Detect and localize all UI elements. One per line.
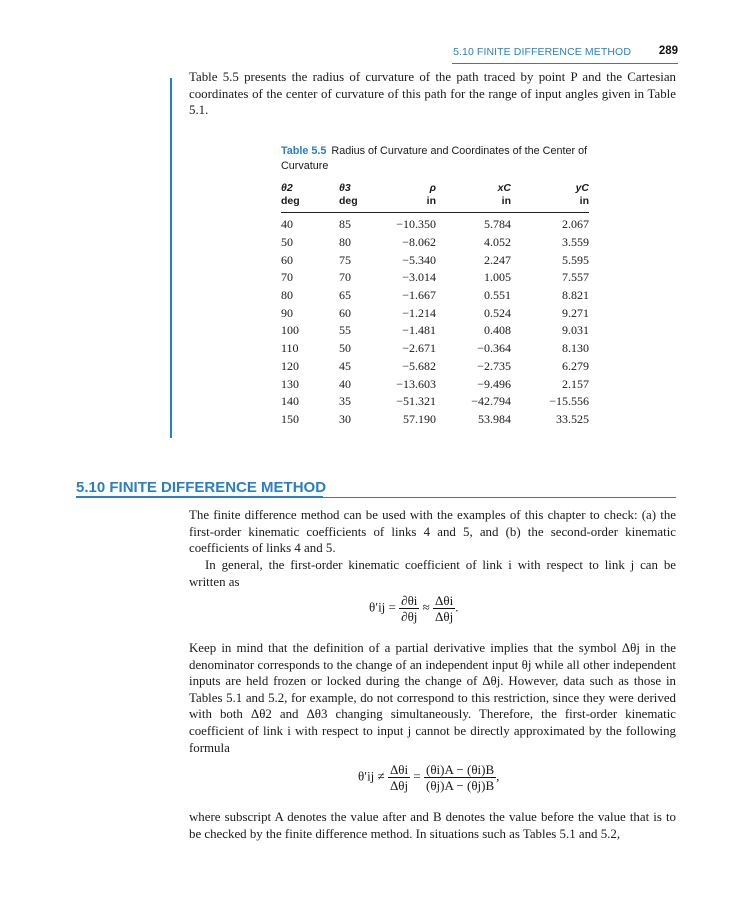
eq1-end: . (455, 599, 459, 615)
section-rule-accent (76, 496, 323, 498)
table-cell: 2.157 (562, 376, 589, 391)
intro-paragraph: Table 5.5 presents the radius of curvature of the path traced by point P and the Cartesian coordinates of the center of curvature of this path for the range of input angles given in Table 5.1. (189, 70, 676, 118)
table-cell: 9.031 (562, 323, 589, 338)
header-rule (452, 63, 678, 64)
table-row (281, 213, 589, 234)
page-number: 289 (658, 45, 678, 57)
table-cell: −13.603 (396, 376, 436, 391)
table-cell: −5.340 (402, 252, 436, 267)
table-cell: 1.005 (484, 270, 511, 285)
table-row (281, 287, 589, 305)
table-cell: 150 (281, 411, 299, 426)
paragraph-4: where subscript A denotes the value after and B denotes the value before the value that is to be checked by the finite difference method. In situations such as Tables 5.1 and 5.2, (189, 810, 676, 841)
col-header-unit: deg (281, 195, 335, 213)
eq1-fraction-1 (399, 593, 419, 624)
eq2-fraction-2 (424, 762, 496, 793)
table-row (281, 322, 589, 340)
table-cell: 4.052 (484, 235, 511, 250)
eq2-den2: (θj)A − (θj)B (425, 778, 495, 793)
table-cell: 0.408 (484, 323, 511, 338)
table-cell: 6.279 (562, 358, 589, 373)
table-cell: 0.524 (484, 305, 511, 320)
table-cell: −15.556 (549, 394, 589, 409)
eq1-num1: ∂θi (401, 593, 418, 608)
table-cell: −51.321 (396, 394, 436, 409)
paragraph-3: Keep in mind that the definition of a partial derivative implies that the symbol Δθj in the denominator corresponds to the change of an independent input θj while all other independent inputs are held frozen or locked during the change of Δθj. However, data such as those in Tables 5.1 and 5.2, for example, do not correspond to this restriction, since they were derived with both Δθ2 and Δθ3 changing simultaneously. Therefore, the first-order kinematic coefficient of link i with respect to input j cannot be directly approximated by the following formula (189, 641, 676, 755)
table-cell: 0.551 (484, 288, 511, 303)
table-cell: −1.481 (402, 323, 436, 338)
section-heading: 5.10 FINITE DIFFERENCE METHOD (76, 479, 327, 496)
table-cell: 9.271 (562, 305, 589, 320)
radius-of-curvature-table (281, 182, 589, 428)
table-cell: 3.559 (562, 235, 589, 250)
table-cell: −10.350 (396, 217, 436, 232)
table-cell: 75 (339, 252, 351, 267)
table-cell: 2.247 (484, 252, 511, 267)
table-cell: 70 (281, 270, 293, 285)
paragraph-2: In general, the first-order kinematic coefficient of link i with respect to link j can be written as (189, 558, 676, 589)
col-header-symbol: yC (575, 182, 589, 194)
eq2-lhs: θ′ij ≠ (358, 768, 385, 784)
table-cell: −1.214 (402, 305, 436, 320)
eq2-num1: Δθi (389, 762, 409, 777)
col-header-unit: deg (335, 195, 358, 213)
eq2-fraction-1 (388, 762, 410, 793)
table-cell: 30 (339, 411, 351, 426)
table-row (281, 340, 589, 358)
table-cell: 5.595 (562, 252, 589, 267)
table-cell: 110 (281, 341, 299, 356)
col-header-symbol: ρ (429, 182, 436, 194)
col-header-unit: in (436, 195, 511, 213)
eq2-num2: (θi)A − (θi)B (425, 762, 495, 777)
table-row (281, 251, 589, 269)
table-cell: 50 (281, 235, 293, 250)
eq2-den1: Δθj (389, 778, 409, 793)
eq1-den1: ∂θj (401, 609, 418, 624)
eq2-end: , (496, 768, 500, 784)
change-bar (170, 78, 172, 438)
table-cell: 5.784 (484, 217, 511, 232)
table-cell: 55 (339, 323, 351, 338)
table-cell: 8.130 (562, 341, 589, 356)
table-cell: −9.496 (477, 376, 511, 391)
table-cell: 90 (281, 305, 293, 320)
table-cell: −5.682 (402, 358, 436, 373)
eq1-lhs: θ′ij = (369, 599, 396, 615)
table-caption-text: Radius of Curvature and Coordinates of the Center of Curvature (281, 145, 588, 172)
table-row (281, 269, 589, 287)
header-section-title: 5.10 FINITE DIFFERENCE METHOD (453, 46, 631, 58)
table-cell: 40 (339, 376, 351, 391)
table-cell: −0.364 (477, 341, 511, 356)
eq1-den2: Δθj (435, 609, 454, 624)
col-header-symbol: θ3 (339, 182, 351, 194)
table-cell: 80 (281, 288, 293, 303)
table-cell: 53.984 (478, 411, 511, 426)
table-cell: 40 (281, 217, 293, 232)
equation-2 (358, 762, 499, 793)
col-header-symbol: θ2 (281, 182, 293, 194)
table-row (281, 304, 589, 322)
eq1-approx: ≈ (422, 599, 430, 615)
table-cell: −2.671 (402, 341, 436, 356)
table-cell: 120 (281, 358, 299, 373)
table-cell: 2.067 (562, 217, 589, 232)
equation-1 (369, 593, 459, 624)
table-cell: −8.062 (402, 235, 436, 250)
table-cell: 33.525 (556, 411, 589, 426)
table-row (281, 393, 589, 411)
table-cell: 65 (339, 288, 351, 303)
table-cell: 60 (281, 252, 293, 267)
table-cell: −1.667 (402, 288, 436, 303)
table-cell: 60 (339, 305, 351, 320)
table-cell: −42.794 (471, 394, 511, 409)
table-cell: 85 (339, 217, 351, 232)
eq1-num2: Δθi (435, 593, 454, 608)
table-cell: 7.557 (562, 270, 589, 285)
table-cell: 45 (339, 358, 351, 373)
table-cell: 70 (339, 270, 351, 285)
col-header-unit: in (358, 195, 436, 213)
eq2-equals: = (413, 768, 421, 784)
running-header (0, 46, 737, 62)
table-label: Table 5.5 (281, 145, 327, 157)
table-cell: 57.190 (403, 411, 436, 426)
table-cell: 130 (281, 376, 299, 391)
table-row (281, 375, 589, 393)
table-cell: 50 (339, 341, 351, 356)
col-header-symbol: xC (497, 182, 511, 194)
table-cell: −3.014 (402, 270, 436, 285)
table-cell: 140 (281, 394, 299, 409)
table-row (281, 358, 589, 376)
table-caption (281, 144, 591, 174)
col-header-unit: in (511, 195, 589, 213)
table-cell: −2.735 (477, 358, 511, 373)
table-cell: 8.821 (562, 288, 589, 303)
table-cell: 80 (339, 235, 351, 250)
paragraph-1: The finite difference method can be used with the examples of this chapter to check: (a) the first-order kinematic coefficients of links 4 and 5, and (b) the second-order kinematic coefficients of links 4 and 5. (189, 508, 676, 556)
table-row (281, 411, 589, 429)
table-row (281, 234, 589, 252)
table-cell: 100 (281, 323, 299, 338)
table-cell: 35 (339, 394, 351, 409)
eq1-fraction-2 (433, 593, 455, 624)
